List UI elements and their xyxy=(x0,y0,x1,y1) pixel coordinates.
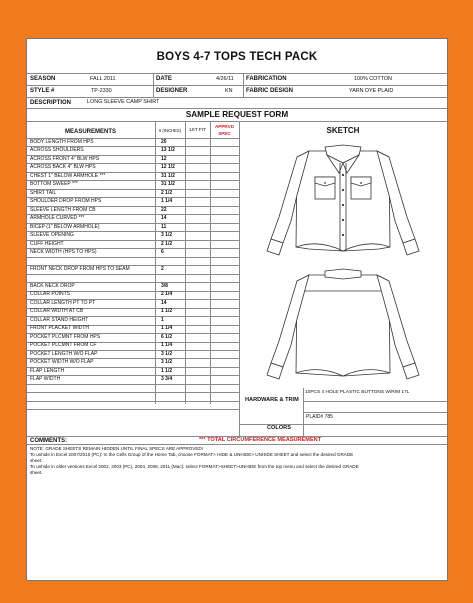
measurement-value[interactable]: 1 1/4 xyxy=(161,198,173,205)
measurement-value[interactable]: 31 1/2 xyxy=(161,172,175,179)
notes-block xyxy=(30,446,444,476)
row-rule xyxy=(27,274,239,275)
measurement-value[interactable]: 1 1/2 xyxy=(161,308,173,315)
note-line: NOTE: GRADE SHEETS REMAIN HIDDEN UNTIL FINAL SPECS ARE APPROVED! xyxy=(30,446,203,451)
note-line: To unhide in Excel 2007/2010 (PC): In the Cells Group of the Home Tab, choose FORMAT> HIDE & UNHIDE> UNHIDE SHEET and select the desired GRADE xyxy=(30,452,354,457)
measurement-value[interactable]: 2 1/4 xyxy=(161,291,173,298)
total-circumference-note: *** TOTAL CIRCUMFERENCE MEASUREMENT xyxy=(199,437,322,443)
measurement-value[interactable]: 3 1/2 xyxy=(161,232,173,239)
measurement-value[interactable]: 13 1/2 xyxy=(161,147,175,154)
form-title: SAMPLE REQUEST FORM xyxy=(185,110,289,119)
measurement-value[interactable]: 3 3/4 xyxy=(161,376,173,383)
back-shirt-sketch xyxy=(267,269,419,379)
measurement-name: ACROSS SHOULDERS xyxy=(30,147,84,154)
measurement-value[interactable]: 2 1/2 xyxy=(161,240,173,247)
measurement-value[interactable]: 12 xyxy=(161,155,167,162)
fabric-design-value: YARN DYE PLAID xyxy=(349,88,394,94)
measurement-value[interactable]: 3 1/2 xyxy=(161,350,173,357)
measurement-value[interactable]: 14 xyxy=(161,299,167,306)
measurement-name: SHOULDER DROP FROM HPS xyxy=(30,198,102,205)
style-value: TP-2330 xyxy=(91,88,112,94)
measurement-value[interactable]: 1 1/4 xyxy=(161,342,173,349)
measurement-name: NECK WIDTH (HPS TO HPS) xyxy=(30,249,97,256)
date-value: 4/26/11 xyxy=(216,76,234,82)
sketch-label: SKETCH xyxy=(326,126,360,135)
measurement-name: SLEEVE OPENING xyxy=(30,232,74,239)
measurement-name: CHEST 1" BELOW ARMHOLE *** xyxy=(30,172,106,179)
measurement-name: BICEP (1" BELOW ARMHOLE) xyxy=(30,223,100,230)
measurements-header: MEASUREMENTS xyxy=(65,129,117,135)
measurement-value[interactable]: 6 xyxy=(161,249,164,256)
rule xyxy=(27,85,447,86)
measurement-name: BACK NECK DROP xyxy=(30,282,75,289)
measurement-name: FLAP LENGTH xyxy=(30,367,65,374)
measurement-value[interactable]: 3/8 xyxy=(161,282,168,289)
colors-label: COLORS xyxy=(267,425,291,431)
hardware-label: HARDWARE & TRIM xyxy=(245,397,299,403)
measurement-name: COLLAR LENGTH PT TO PT xyxy=(30,299,96,306)
rule xyxy=(27,121,447,122)
measurement-name: ARMHOLE CURVED *** xyxy=(30,215,85,222)
rule xyxy=(27,97,447,98)
description-label: DESCRIPTION xyxy=(30,100,72,106)
measurement-name: COLLAR POINTS xyxy=(30,291,71,298)
rule xyxy=(27,444,447,445)
rule xyxy=(243,73,244,97)
first-fit-header: 1ST FIT xyxy=(188,128,207,133)
comments-label: COMMENTS: xyxy=(30,438,67,444)
fabric-design-label: FABRIC DESIGN xyxy=(246,88,294,94)
size-header: 6 (INCHES) xyxy=(158,128,182,133)
row-rule xyxy=(27,401,239,402)
measurement-name: POCKET LENGTH W/O FLAP xyxy=(30,350,98,357)
rule xyxy=(27,73,447,74)
measurement-name: POCKET WIDTH W/O FLAP xyxy=(30,359,94,366)
spec-header: SPEC xyxy=(218,131,231,136)
fabrication-label: FABRICATION xyxy=(246,76,287,82)
note-line: sheet. xyxy=(30,458,43,463)
measurement-value[interactable]: 22 xyxy=(161,206,167,213)
measurement-value[interactable]: 2 xyxy=(161,266,164,272)
hardware-value: 10PCS 4 HOLE PLASTIC BUTTONS W/RIM 17L xyxy=(305,390,410,395)
measurement-name: ACROSS FRONT 4" BLW HPS xyxy=(30,155,100,162)
measurement-name: BODY LENGTH FROM HPS xyxy=(30,138,94,145)
designer-label: DESIGNER xyxy=(156,88,188,94)
row-rule xyxy=(27,409,239,410)
row-rule xyxy=(27,257,239,258)
date-label: DATE xyxy=(156,76,172,82)
measurement-name: FRONT PLACKET WIDTH xyxy=(30,325,89,332)
measurement-name: FRONT NECK DROP FROM HPS TO SEAM xyxy=(30,266,130,272)
measurement-value[interactable]: 2 1/2 xyxy=(161,189,173,196)
note-line: sheet. xyxy=(30,470,43,475)
measurement-value[interactable]: 6 1/2 xyxy=(161,333,173,340)
rule xyxy=(210,121,211,404)
rule xyxy=(155,121,156,404)
rule xyxy=(185,121,186,404)
page-title: BOYS 4-7 TOPS TECH PACK xyxy=(156,51,318,63)
measurement-value[interactable]: 3 1/2 xyxy=(161,359,173,366)
designer-value: KN xyxy=(225,88,233,94)
measurement-name: CUFF HEIGHT xyxy=(30,240,64,247)
season-label: SEASON xyxy=(30,76,56,82)
measurement-value[interactable]: 31 1/2 xyxy=(161,181,175,188)
rule xyxy=(303,412,447,413)
measurement-name: POCKET PLCMNT FROM CF xyxy=(30,342,97,349)
measurement-value[interactable]: 12 1/2 xyxy=(161,164,175,171)
row-rule xyxy=(27,384,239,385)
rule xyxy=(153,73,154,97)
measurement-name: SLEEVE LENGTH FROM CB xyxy=(30,206,96,213)
measurement-value[interactable]: 1 1/4 xyxy=(161,325,173,332)
measurement-value[interactable]: 11 xyxy=(161,223,167,230)
tech-pack-sheet xyxy=(26,38,448,581)
rule xyxy=(27,108,447,109)
measurement-name: COLLAR STAND HEIGHT xyxy=(30,316,89,323)
note-line: To unhide in older versions Excel 2002, 2003 (PC), 2004, 2008, 2011 (Mac): select FORMAT>SHEET>UNHIDE from the top menu and select the desired GRADE xyxy=(30,464,359,469)
rule xyxy=(303,401,447,402)
measurement-name: BOTTOM SWEEP *** xyxy=(30,181,78,188)
row-rule xyxy=(27,392,239,393)
fabrication-value: 100% COTTON xyxy=(354,76,392,82)
measurement-name: COLLAR WIDTH AT CB xyxy=(30,308,84,315)
measurement-name: FLAP WIDTH xyxy=(30,376,61,383)
season-value: FALL 2011 xyxy=(90,76,116,82)
style-label: STYLE # xyxy=(30,88,55,94)
front-shirt-sketch xyxy=(267,145,419,255)
measurement-value[interactable]: 1 1/2 xyxy=(161,367,173,374)
measurement-name: ACROSS BACK 4" BLW HPS xyxy=(30,164,96,171)
measurement-name: POCKET PLCMNT FROM HPS xyxy=(30,333,101,340)
approved-header: APPRVD xyxy=(214,124,235,129)
measurement-value[interactable]: 1 xyxy=(161,316,164,323)
sketch-area xyxy=(239,135,447,385)
measurement-name: SHIRT TAIL xyxy=(30,189,57,196)
measurement-value[interactable]: 14 xyxy=(161,215,167,222)
measurement-value[interactable]: 20 xyxy=(161,138,167,145)
colors-value: PLAID# 785 xyxy=(306,414,333,420)
description-value: LONG SLEEVE CAMP SHIRT xyxy=(87,99,160,105)
row-rule xyxy=(27,189,239,190)
